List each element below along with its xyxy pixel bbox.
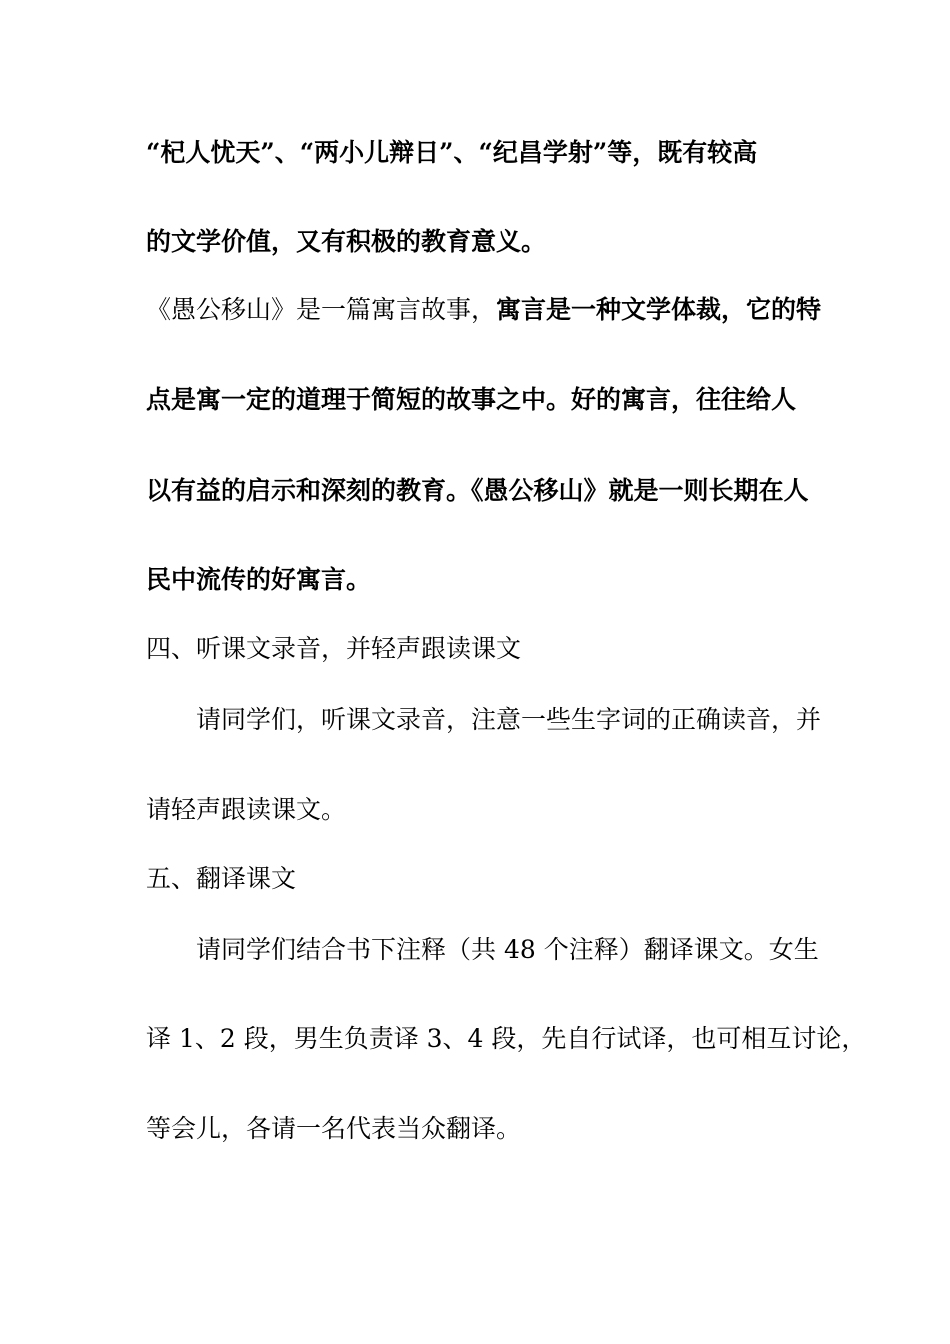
section-heading: 四、听课文录音，并轻声跟读课文 bbox=[146, 634, 522, 663]
paragraph-line: 以有益的启示和深刻的教育。《愚公移山》就是一则长期在人 bbox=[146, 476, 809, 505]
paragraph-line: “杞人忧天”、“两小儿辩日”、“纪昌学射”等，既有较高 bbox=[146, 138, 758, 167]
paragraph-line: 的文学价值，又有积极的教育意义。 bbox=[146, 227, 547, 256]
paragraph-line bbox=[146, 293, 822, 327]
paragraph-line: 请轻声跟读课文。 bbox=[146, 795, 347, 824]
paragraph-line: 请同学们，听课文录音，注意一些生字词的正确读音，并 bbox=[196, 705, 822, 734]
paragraph-line: 点是寓一定的道理于简短的故事之中。好的寓言，往往给人 bbox=[146, 385, 797, 414]
paragraph-line: 民中流传的好寓言。 bbox=[146, 565, 372, 594]
text-run-bold: 寓言是一种文学体裁，它的特 bbox=[496, 295, 822, 324]
paragraph-line: 请同学们结合书下注释（共 48 个注释）翻译课文。女生 bbox=[196, 935, 819, 964]
paragraph-line: 等会儿，各请一名代表当众翻译。 bbox=[146, 1114, 522, 1143]
paragraph-line: 译 1、2 段，男生负责译 3、4 段，先自行试译，也可相互讨论， bbox=[146, 1024, 867, 1053]
section-heading: 五、翻译课文 bbox=[146, 864, 297, 893]
text-run-normal: 《愚公移山》是一篇寓言故事， bbox=[146, 295, 497, 324]
